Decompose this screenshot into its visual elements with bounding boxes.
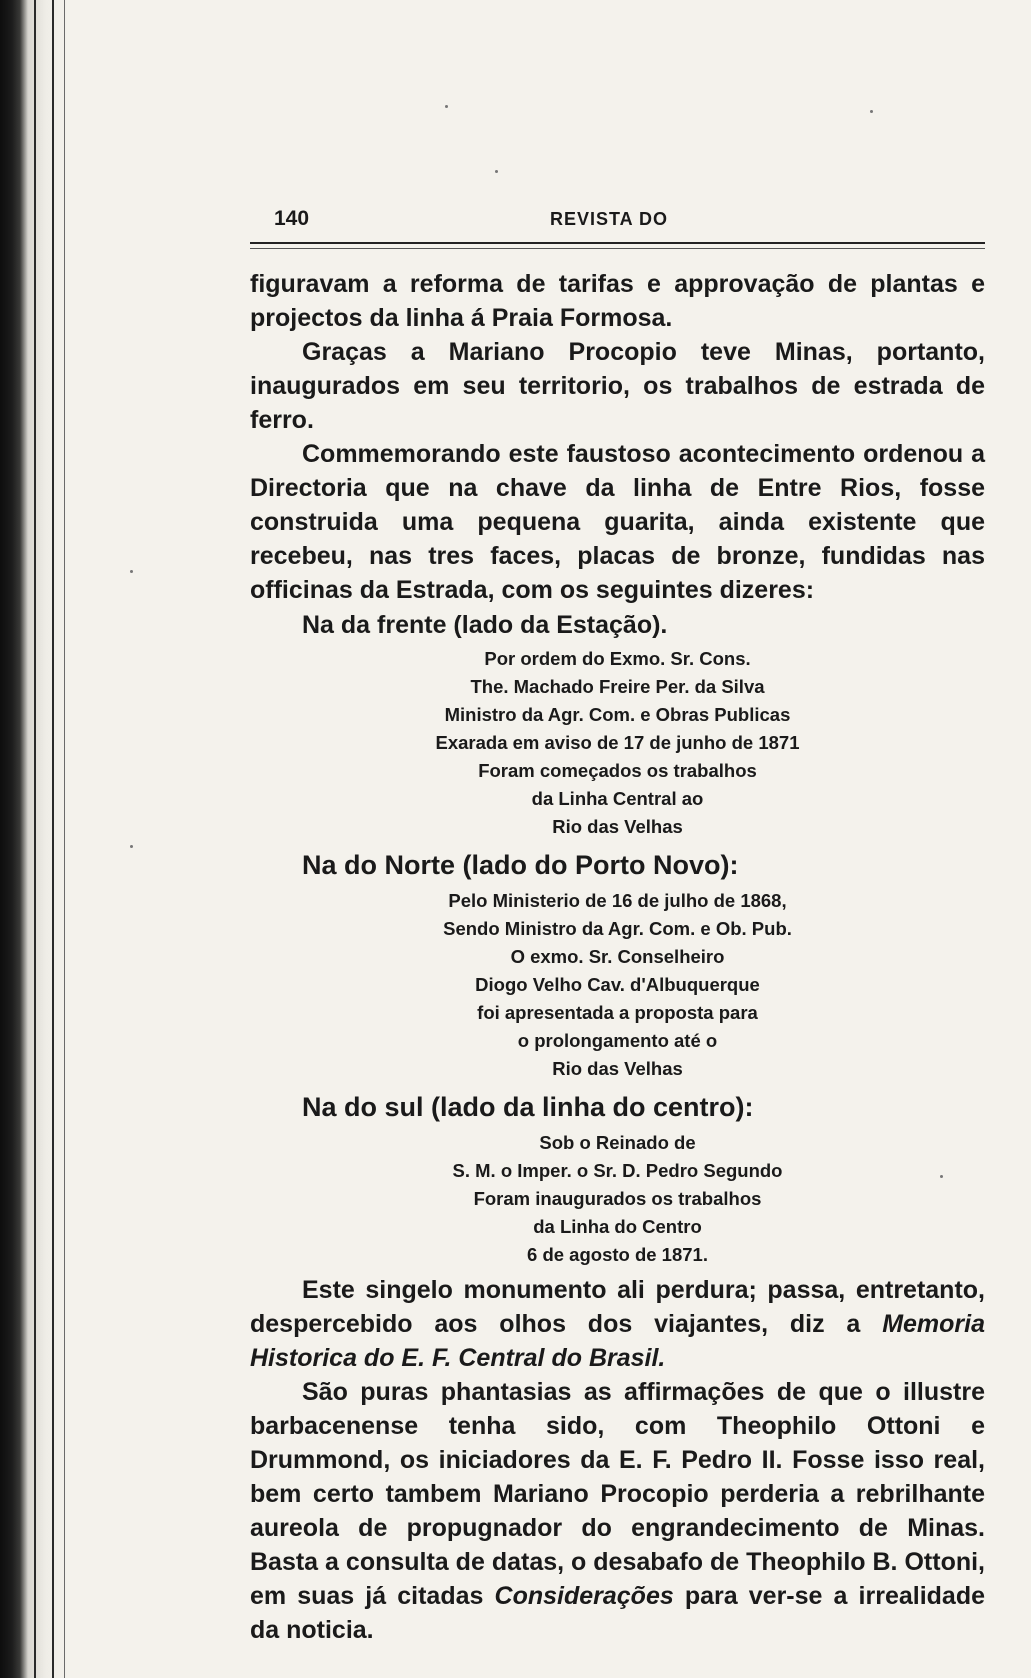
- inscription-line: Por ordem do Exmo. Sr. Cons.: [484, 648, 751, 669]
- inscription-line: S. M. o Imper. o Sr. D. Pedro Segundo: [452, 1160, 783, 1181]
- inscription-line: Diogo Velho Cav. d'Albuquerque: [475, 974, 760, 995]
- paragraph-text: Este singelo monumento ali perdura; passa, entretanto, despercebido aos olhos dos viajantes, diz a: [250, 1276, 985, 1338]
- inscription-line: Exarada em aviso de 17 de junho de 1871: [435, 732, 800, 753]
- inscription-heading-south: Na do sul (lado da linha do centro):: [302, 1092, 754, 1122]
- speck: [445, 105, 448, 108]
- inscription-line: da Linha do Centro: [533, 1216, 702, 1237]
- speck: [130, 570, 133, 573]
- page-number: 140: [274, 207, 310, 230]
- paragraph-text: São puras phantasias as affirmações de que o illustre barbacenense tenha sido, com Theophilo Ottoni e Drummond, os iniciadores da E. F. Pedro II. Fosse isso real, bem certo tambem Mariano Procopio perderia a rebrilhante aureola de propugnador do engrandecimento de Minas. Basta a consulta de datas, o desabafo de Theophilo B. Ottoni, em suas já citadas: [250, 1378, 985, 1610]
- inscription-line: Ministro da Agr. Com. e Obras Publicas: [444, 704, 791, 725]
- inscription-front: [250, 645, 985, 841]
- inscription-heading-north: Na do Norte (lado do Porto Novo):: [302, 850, 739, 880]
- speck: [130, 845, 133, 848]
- speck: [870, 110, 873, 113]
- paragraph-text: para ver-se a irrealidade da noticia.: [250, 1582, 985, 1644]
- inscription-line: Rio das Velhas: [552, 1058, 683, 1079]
- inscription-line: The. Machado Freire Per. da Silva: [470, 676, 765, 697]
- body-text: [250, 267, 985, 1647]
- inscription-line: da Linha Central ao: [531, 788, 704, 809]
- inscription-line: 6 de agosto de 1871.: [527, 1244, 708, 1265]
- paragraph: Graças a Mariano Procopio teve Minas, portanto, inaugurados em seu territorio, os trabalhos de estrada de ferro.: [250, 338, 985, 434]
- inscription-line: o prolongamento até o: [517, 1030, 718, 1051]
- inscription-line: Sob o Reinado de: [539, 1132, 696, 1153]
- inscription-heading-front: Na da frente (lado da Estação).: [302, 611, 668, 639]
- paragraph: Commemorando este faustoso acontecimento ordenou a Directoria que na chave da linha de Entre Rios, fosse construida uma pequena guarita, ainda existente que recebeu, nas tres faces, placas de bronze, fundidas nas officinas da Estrada, com os seguintes dizeres:: [250, 440, 985, 604]
- inscription-line: Sendo Ministro da Agr. Com. e Ob. Pub.: [443, 918, 792, 939]
- inscription-line: Foram inaugurados os trabalhos: [473, 1188, 762, 1209]
- inscription-line: foi apresentada a proposta para: [477, 1002, 758, 1023]
- inscription-line: Pelo Ministerio de 16 de julho de 1868,: [448, 890, 787, 911]
- book-binding-edge: [0, 0, 90, 1678]
- paragraph: figuravam a reforma de tarifas e approvação de plantas e projectos da linha á Praia Formosa.: [250, 270, 985, 332]
- paragraph: [250, 1273, 985, 1375]
- inscription-line: Rio das Velhas: [552, 816, 683, 837]
- binding-line: [64, 0, 65, 1678]
- paragraph: [250, 1375, 985, 1647]
- inscription-south: [250, 1129, 985, 1269]
- page-header: [250, 195, 985, 235]
- header-rule: [250, 242, 985, 249]
- inscription-line: O exmo. Sr. Conselheiro: [510, 946, 725, 967]
- speck: [495, 170, 498, 173]
- document-page: [250, 195, 985, 1644]
- inscription-line: Foram começados os trabalhos: [478, 760, 757, 781]
- book-title: Memoria Historica do E. F. Central do Brasil.: [250, 1310, 985, 1372]
- book-title: Considerações: [494, 1582, 674, 1610]
- binding-line: [52, 0, 54, 1678]
- inscription-north: [250, 887, 985, 1083]
- running-head: REVISTA DO: [550, 209, 669, 229]
- binding-line: [34, 0, 36, 1678]
